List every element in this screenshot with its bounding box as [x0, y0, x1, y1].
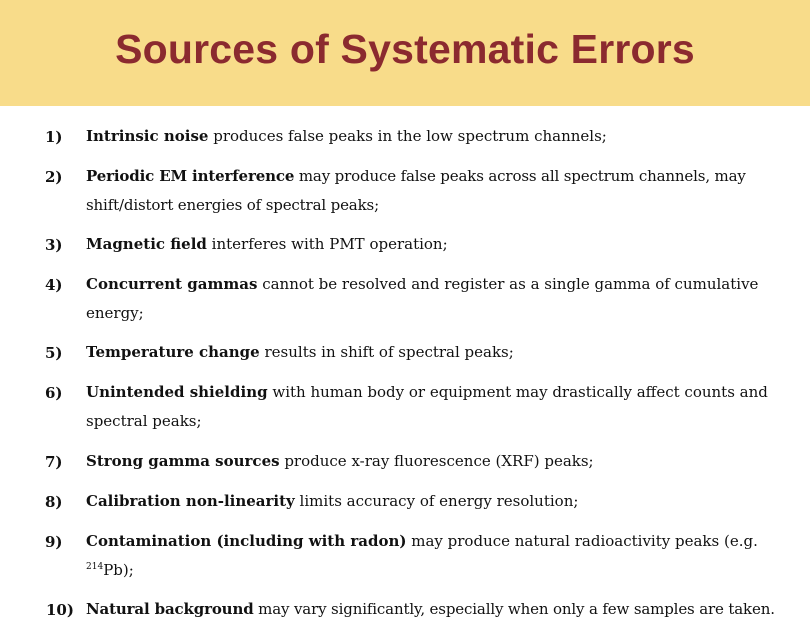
item-text — [86, 338, 786, 367]
item-text — [86, 230, 786, 259]
item-number: 8) — [45, 493, 63, 511]
item-term: Strong gamma sources — [86, 452, 280, 470]
item-text — [86, 162, 786, 220]
item-number: 2) — [45, 168, 63, 186]
item-description-tail: Pb); — [103, 561, 134, 579]
item-term: Periodic EM interference — [86, 167, 295, 185]
item-description: may produce false peaks across all spectrum channels, may shift/distort energies of spectral peaks; — [86, 167, 746, 214]
item-description: cannot be resolved and register as a single gamma of cumulative energy; — [86, 275, 759, 322]
item-text — [86, 487, 786, 516]
item-number: 5) — [45, 344, 63, 362]
item-number: 6) — [45, 384, 63, 402]
item-text — [86, 595, 806, 624]
item-description: results in shift of spectral peaks; — [259, 343, 514, 361]
item-number: 10) — [46, 601, 74, 619]
item-term: Temperature change — [86, 343, 260, 361]
item-text — [86, 270, 786, 328]
isotope-mass-number: 214 — [86, 562, 104, 572]
item-description: interferes with PMT operation; — [206, 235, 448, 253]
item-description: produces false peaks in the low spectrum channels; — [208, 127, 607, 145]
item-term: Concurrent gammas — [86, 275, 258, 293]
item-term: Natural background — [86, 600, 254, 618]
item-text — [86, 378, 786, 436]
item-text — [86, 447, 786, 476]
item-description: with human body or equipment may drastically affect counts and spectral peaks; — [86, 383, 768, 430]
item-term: Contamination (including with radon) — [86, 532, 407, 550]
item-number: 7) — [45, 453, 63, 471]
item-term: Magnetic field — [86, 235, 207, 253]
item-description: may vary significantly, especially when only a few samples are taken. — [253, 600, 775, 618]
item-number: 3) — [45, 236, 63, 254]
item-description: produce x-ray fluorescence (XRF) peaks; — [279, 452, 594, 470]
item-number: 9) — [45, 533, 63, 551]
item-term: Calibration non-linearity — [86, 492, 295, 510]
item-number: 4) — [45, 276, 63, 294]
item-text — [86, 122, 786, 151]
item-term: Unintended shielding — [86, 383, 268, 401]
slide-title: Sources of Systematic Errors — [115, 26, 695, 72]
item-description: limits accuracy of energy resolution; — [294, 492, 579, 510]
item-term: Intrinsic noise — [86, 127, 209, 145]
item-number: 1) — [45, 128, 63, 146]
item-text — [86, 527, 786, 585]
item-description: may produce natural radioactivity peaks (e.g. — [406, 532, 758, 550]
